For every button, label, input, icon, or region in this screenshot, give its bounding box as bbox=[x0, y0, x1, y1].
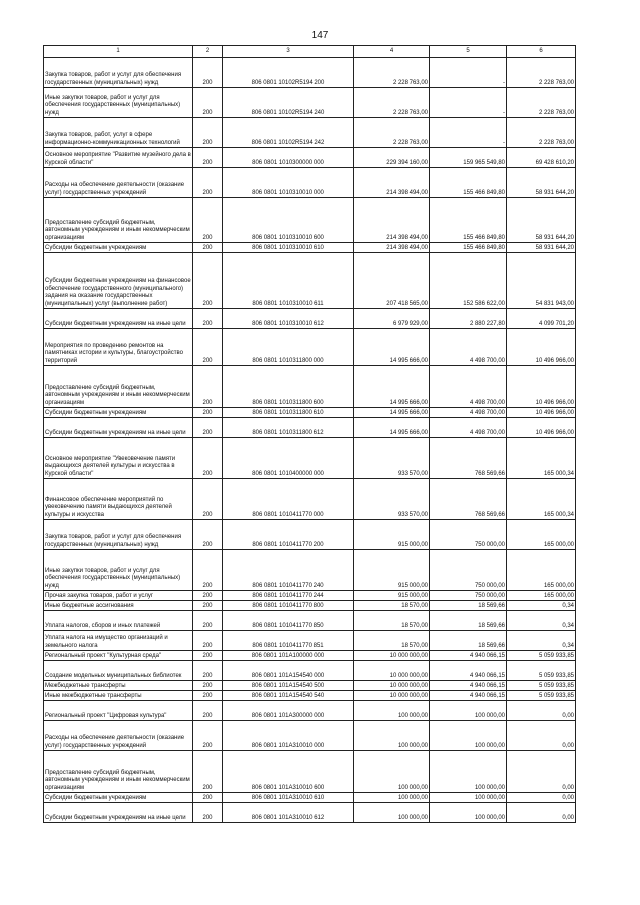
row-name: Иные закупки товаров, работ и услуг для обеспечения государственных (муниципальных) нужд bbox=[44, 550, 193, 591]
table-row bbox=[44, 329, 576, 366]
row-code: 806 0801 101A310010 612 bbox=[223, 803, 354, 823]
row-col5: - bbox=[430, 88, 507, 118]
row-code: 806 0801 1010400000 000 bbox=[223, 438, 354, 479]
row-col6: 0,00 bbox=[507, 803, 576, 823]
row-code: 806 0801 101A300000 000 bbox=[223, 701, 354, 721]
row-type: 200 bbox=[193, 601, 223, 611]
row-code: 806 0801 101A154540 500 bbox=[223, 681, 354, 691]
row-name: Субсидии бюджетным учреждениям bbox=[44, 408, 193, 418]
row-code: 806 0801 1010310010 000 bbox=[223, 168, 354, 198]
row-code: 806 0801 1010311800 600 bbox=[223, 366, 354, 408]
row-name: Межбюджетные трансферты bbox=[44, 681, 193, 691]
row-col4: 18 570,00 bbox=[354, 611, 430, 631]
row-col5: 4 498 700,00 bbox=[430, 418, 507, 438]
row-col4: 2 228 763,00 bbox=[354, 88, 430, 118]
table-row bbox=[44, 438, 576, 479]
row-name: Субсидии бюджетным учреждениям на иные цели bbox=[44, 418, 193, 438]
row-col4: 100 000,00 bbox=[354, 803, 430, 823]
row-col6: 0,34 bbox=[507, 611, 576, 631]
row-code: 806 0801 1010310010 611 bbox=[223, 253, 354, 309]
row-col4: 10 000 000,00 bbox=[354, 661, 430, 681]
row-col6: 0,00 bbox=[507, 721, 576, 751]
row-type: 200 bbox=[193, 253, 223, 309]
header-cell: 2 bbox=[193, 46, 223, 58]
row-col5: 750 000,00 bbox=[430, 520, 507, 550]
table-row bbox=[44, 751, 576, 793]
header-cell: 3 bbox=[223, 46, 354, 58]
row-type: 200 bbox=[193, 118, 223, 148]
row-col5: 100 000,00 bbox=[430, 721, 507, 751]
row-code: 806 0801 1010411770 000 bbox=[223, 479, 354, 520]
row-col6: 0,34 bbox=[507, 631, 576, 651]
row-col4: 933 570,00 bbox=[354, 438, 430, 479]
row-col5: 155 466 849,80 bbox=[430, 168, 507, 198]
page-number: 147 bbox=[311, 30, 329, 41]
header-row bbox=[44, 46, 576, 58]
row-code: 806 0801 10102R5194 242 bbox=[223, 118, 354, 148]
row-type: 200 bbox=[193, 366, 223, 408]
row-code: 806 0801 1010411770 240 bbox=[223, 550, 354, 591]
row-col6: 58 931 644,20 bbox=[507, 198, 576, 243]
row-type: 200 bbox=[193, 243, 223, 253]
row-col5: - bbox=[430, 118, 507, 148]
table-row bbox=[44, 793, 576, 803]
row-col6: 10 496 966,00 bbox=[507, 329, 576, 366]
table-row bbox=[44, 591, 576, 601]
table-row bbox=[44, 550, 576, 591]
row-type: 200 bbox=[193, 611, 223, 631]
row-type: 200 bbox=[193, 550, 223, 591]
row-code: 806 0801 101A310010 610 bbox=[223, 793, 354, 803]
table-row bbox=[44, 148, 576, 168]
row-col6: 0,00 bbox=[507, 751, 576, 793]
row-col6: 69 428 610,20 bbox=[507, 148, 576, 168]
row-col6: 0,00 bbox=[507, 793, 576, 803]
row-type: 200 bbox=[193, 793, 223, 803]
row-col6: 2 228 763,00 bbox=[507, 118, 576, 148]
budget-table bbox=[43, 45, 576, 823]
row-name: Предоставление субсидий бюджетным, автономным учреждениям и иным некоммерческим организациям bbox=[44, 751, 193, 793]
header-cell: 1 bbox=[44, 46, 193, 58]
row-code: 806 0801 101A100000 000 bbox=[223, 651, 354, 661]
row-type: 200 bbox=[193, 408, 223, 418]
row-code: 806 0801 10102R5194 240 bbox=[223, 88, 354, 118]
row-col6: 165 000,00 bbox=[507, 591, 576, 601]
row-col4: 10 000 000,00 bbox=[354, 681, 430, 691]
row-col4: 14 995 666,00 bbox=[354, 329, 430, 366]
header-cell: 5 bbox=[430, 46, 507, 58]
row-col4: 214 398 494,00 bbox=[354, 243, 430, 253]
row-name: Основное мероприятие "Развитие музейного дела в Курской области" bbox=[44, 148, 193, 168]
row-name: Закупка товаров, работ и услуг для обеспечения государственных (муниципальных) нужд bbox=[44, 58, 193, 88]
row-col4: 2 228 763,00 bbox=[354, 58, 430, 88]
row-col5: 4 498 700,00 bbox=[430, 408, 507, 418]
row-col4: 207 418 565,00 bbox=[354, 253, 430, 309]
row-code: 806 0801 101A154540 000 bbox=[223, 661, 354, 681]
row-name: Субсидии бюджетным учреждениям bbox=[44, 793, 193, 803]
row-type: 200 bbox=[193, 438, 223, 479]
table-row bbox=[44, 691, 576, 701]
row-col6: 58 931 644,20 bbox=[507, 168, 576, 198]
row-col5: 18 569,66 bbox=[430, 611, 507, 631]
row-type: 200 bbox=[193, 309, 223, 329]
row-col6: 10 496 966,00 bbox=[507, 408, 576, 418]
row-code: 806 0801 1010411770 850 bbox=[223, 611, 354, 631]
row-type: 200 bbox=[193, 701, 223, 721]
row-name: Расходы на обеспечение деятельности (оказание услуг) государственных учреждений bbox=[44, 168, 193, 198]
row-col4: 10 000 000,00 bbox=[354, 651, 430, 661]
row-type: 200 bbox=[193, 651, 223, 661]
row-name: Иные закупки товаров, работ и услуг для обеспечения государственных (муниципальных) нужд bbox=[44, 88, 193, 118]
row-code: 806 0801 1010411770 851 bbox=[223, 631, 354, 651]
row-type: 200 bbox=[193, 591, 223, 601]
row-code: 806 0801 1010411770 200 bbox=[223, 520, 354, 550]
row-name: Основное мероприятие "Увековечение памяти выдающихся деятелей культуры и искусства в Курской области" bbox=[44, 438, 193, 479]
row-type: 200 bbox=[193, 168, 223, 198]
row-col5: 750 000,00 bbox=[430, 550, 507, 591]
row-code: 806 0801 1010310010 612 bbox=[223, 309, 354, 329]
row-col6: 165 000,00 bbox=[507, 550, 576, 591]
row-type: 200 bbox=[193, 691, 223, 701]
row-code: 806 0801 101A310010 000 bbox=[223, 721, 354, 751]
row-col6: 2 228 763,00 bbox=[507, 88, 576, 118]
table-row bbox=[44, 701, 576, 721]
row-col4: 14 995 666,00 bbox=[354, 408, 430, 418]
row-col5: 155 466 849,80 bbox=[430, 198, 507, 243]
row-col4: 214 398 494,00 bbox=[354, 168, 430, 198]
row-col6: 54 831 943,00 bbox=[507, 253, 576, 309]
row-name: Иные межбюджетные трансферты bbox=[44, 691, 193, 701]
row-type: 200 bbox=[193, 58, 223, 88]
table-row bbox=[44, 631, 576, 651]
table-row bbox=[44, 611, 576, 631]
row-type: 200 bbox=[193, 803, 223, 823]
row-name: Прочая закупка товаров, работ и услуг bbox=[44, 591, 193, 601]
row-code: 806 0801 1010311800 610 bbox=[223, 408, 354, 418]
row-col5: 2 880 227,80 bbox=[430, 309, 507, 329]
table-row bbox=[44, 198, 576, 243]
row-col4: 214 398 494,00 bbox=[354, 198, 430, 243]
table-row bbox=[44, 479, 576, 520]
row-type: 200 bbox=[193, 198, 223, 243]
row-col4: 6 979 929,00 bbox=[354, 309, 430, 329]
row-code: 806 0801 1010411770 244 bbox=[223, 591, 354, 601]
row-name: Региональный проект "Культурная среда" bbox=[44, 651, 193, 661]
row-col4: 229 394 160,00 bbox=[354, 148, 430, 168]
row-type: 200 bbox=[193, 721, 223, 751]
row-col5: 155 466 849,80 bbox=[430, 243, 507, 253]
row-name: Предоставление субсидий бюджетным, автономным учреждениям и иным некоммерческим организациям bbox=[44, 366, 193, 408]
row-col5: 18 569,66 bbox=[430, 631, 507, 651]
row-col5: 4 498 700,00 bbox=[430, 366, 507, 408]
row-col6: 0,34 bbox=[507, 601, 576, 611]
row-code: 806 0801 101A310010 600 bbox=[223, 751, 354, 793]
row-code: 806 0801 101A154540 540 bbox=[223, 691, 354, 701]
row-type: 200 bbox=[193, 479, 223, 520]
row-code: 806 0801 1010300000 000 bbox=[223, 148, 354, 168]
row-name: Субсидии бюджетным учреждениям на финансовое обеспечение государственного (муниципального) задания на оказание государственных (муниципальных) услуг (выполнение работ) bbox=[44, 253, 193, 309]
row-code: 806 0801 1010310010 610 bbox=[223, 243, 354, 253]
row-col6: 5 059 933,85 bbox=[507, 661, 576, 681]
table-row bbox=[44, 661, 576, 681]
table-row bbox=[44, 253, 576, 309]
table-row bbox=[44, 309, 576, 329]
table-row bbox=[44, 243, 576, 253]
row-col6: 5 059 933,85 bbox=[507, 691, 576, 701]
row-type: 200 bbox=[193, 520, 223, 550]
row-name: Субсидии бюджетным учреждениям на иные цели bbox=[44, 309, 193, 329]
row-name: Региональный проект "Цифровая культура" bbox=[44, 701, 193, 721]
row-col5: 4 940 066,15 bbox=[430, 651, 507, 661]
row-col4: 933 570,00 bbox=[354, 479, 430, 520]
row-col4: 915 000,00 bbox=[354, 550, 430, 591]
row-code: 806 0801 1010411770 800 bbox=[223, 601, 354, 611]
row-col6: 165 000,00 bbox=[507, 520, 576, 550]
row-col6: 2 228 763,00 bbox=[507, 58, 576, 88]
row-col4: 18 570,00 bbox=[354, 601, 430, 611]
row-col4: 100 000,00 bbox=[354, 701, 430, 721]
row-type: 200 bbox=[193, 418, 223, 438]
row-col6: 10 496 966,00 bbox=[507, 418, 576, 438]
row-name: Мероприятия по проведению ремонтов на памятниках истории и культуры, благоустройство территорий bbox=[44, 329, 193, 366]
row-col6: 5 059 933,85 bbox=[507, 651, 576, 661]
row-col4: 14 995 666,00 bbox=[354, 418, 430, 438]
row-col6: 0,00 bbox=[507, 701, 576, 721]
table-row bbox=[44, 118, 576, 148]
row-type: 200 bbox=[193, 148, 223, 168]
row-col4: 915 000,00 bbox=[354, 591, 430, 601]
row-col4: 10 000 000,00 bbox=[354, 691, 430, 701]
row-code: 806 0801 10102R5194 200 bbox=[223, 58, 354, 88]
table-row bbox=[44, 168, 576, 198]
row-col6: 165 000,34 bbox=[507, 438, 576, 479]
table-row bbox=[44, 408, 576, 418]
table-row bbox=[44, 88, 576, 118]
row-col5: 4 940 066,15 bbox=[430, 691, 507, 701]
row-col5: 100 000,00 bbox=[430, 803, 507, 823]
table-row bbox=[44, 58, 576, 88]
row-code: 806 0801 1010311800 612 bbox=[223, 418, 354, 438]
table-row bbox=[44, 366, 576, 408]
row-code: 806 0801 1010311800 000 bbox=[223, 329, 354, 366]
row-col6: 10 496 966,00 bbox=[507, 366, 576, 408]
row-col5: 100 000,00 bbox=[430, 701, 507, 721]
row-col6: 4 099 701,20 bbox=[507, 309, 576, 329]
row-col5: 768 569,66 bbox=[430, 438, 507, 479]
table-row bbox=[44, 651, 576, 661]
row-col6: 58 931 644,20 bbox=[507, 243, 576, 253]
row-col4: 2 228 763,00 bbox=[354, 118, 430, 148]
table-row bbox=[44, 681, 576, 691]
row-col4: 915 000,00 bbox=[354, 520, 430, 550]
row-name: Финансовое обеспечение мероприятий по увековечению памяти выдающихся деятелей культуры и искусства bbox=[44, 479, 193, 520]
row-col5: 18 569,66 bbox=[430, 601, 507, 611]
row-type: 200 bbox=[193, 751, 223, 793]
table-row bbox=[44, 721, 576, 751]
row-col6: 5 059 933,85 bbox=[507, 681, 576, 691]
row-name: Создание модельных муниципальных библиотек bbox=[44, 661, 193, 681]
row-col5: 768 569,66 bbox=[430, 479, 507, 520]
row-type: 200 bbox=[193, 88, 223, 118]
row-col6: 165 000,34 bbox=[507, 479, 576, 520]
row-col4: 100 000,00 bbox=[354, 721, 430, 751]
row-col5: 4 940 066,15 bbox=[430, 661, 507, 681]
row-name: Закупка товаров, работ и услуг для обеспечения государственных (муниципальных) нужд bbox=[44, 520, 193, 550]
row-name: Субсидии бюджетным учреждениям на иные цели bbox=[44, 803, 193, 823]
row-col5: 152 586 622,00 bbox=[430, 253, 507, 309]
table-row bbox=[44, 418, 576, 438]
row-type: 200 bbox=[193, 631, 223, 651]
row-col4: 100 000,00 bbox=[354, 751, 430, 793]
row-type: 200 bbox=[193, 681, 223, 691]
row-name: Иные бюджетные ассигнования bbox=[44, 601, 193, 611]
table-row bbox=[44, 803, 576, 823]
row-col5: - bbox=[430, 58, 507, 88]
row-col5: 750 000,00 bbox=[430, 591, 507, 601]
row-type: 200 bbox=[193, 329, 223, 366]
row-col5: 4 498 700,00 bbox=[430, 329, 507, 366]
row-name: Субсидии бюджетным учреждениям bbox=[44, 243, 193, 253]
row-col5: 159 965 549,80 bbox=[430, 148, 507, 168]
table-row bbox=[44, 520, 576, 550]
row-col5: 4 940 066,15 bbox=[430, 681, 507, 691]
row-col5: 100 000,00 bbox=[430, 793, 507, 803]
row-name: Предоставление субсидий бюджетным, автономным учреждениям и иным некоммерческим организациям bbox=[44, 198, 193, 243]
row-col4: 100 000,00 bbox=[354, 793, 430, 803]
row-name: Закупка товаров, работ, услуг в сфере информационно-коммуникационных технологий bbox=[44, 118, 193, 148]
row-name: Уплата налогов, сборов и иных платежей bbox=[44, 611, 193, 631]
table-row bbox=[44, 601, 576, 611]
row-col5: 100 000,00 bbox=[430, 751, 507, 793]
row-type: 200 bbox=[193, 661, 223, 681]
row-col4: 18 570,00 bbox=[354, 631, 430, 651]
header-cell: 6 bbox=[507, 46, 576, 58]
row-name: Расходы на обеспечение деятельности (оказание услуг) государственных учреждений bbox=[44, 721, 193, 751]
row-code: 806 0801 1010310010 600 bbox=[223, 198, 354, 243]
row-col4: 14 995 666,00 bbox=[354, 366, 430, 408]
header-cell: 4 bbox=[354, 46, 430, 58]
row-name: Уплата налога на имущество организаций и земельного налога bbox=[44, 631, 193, 651]
